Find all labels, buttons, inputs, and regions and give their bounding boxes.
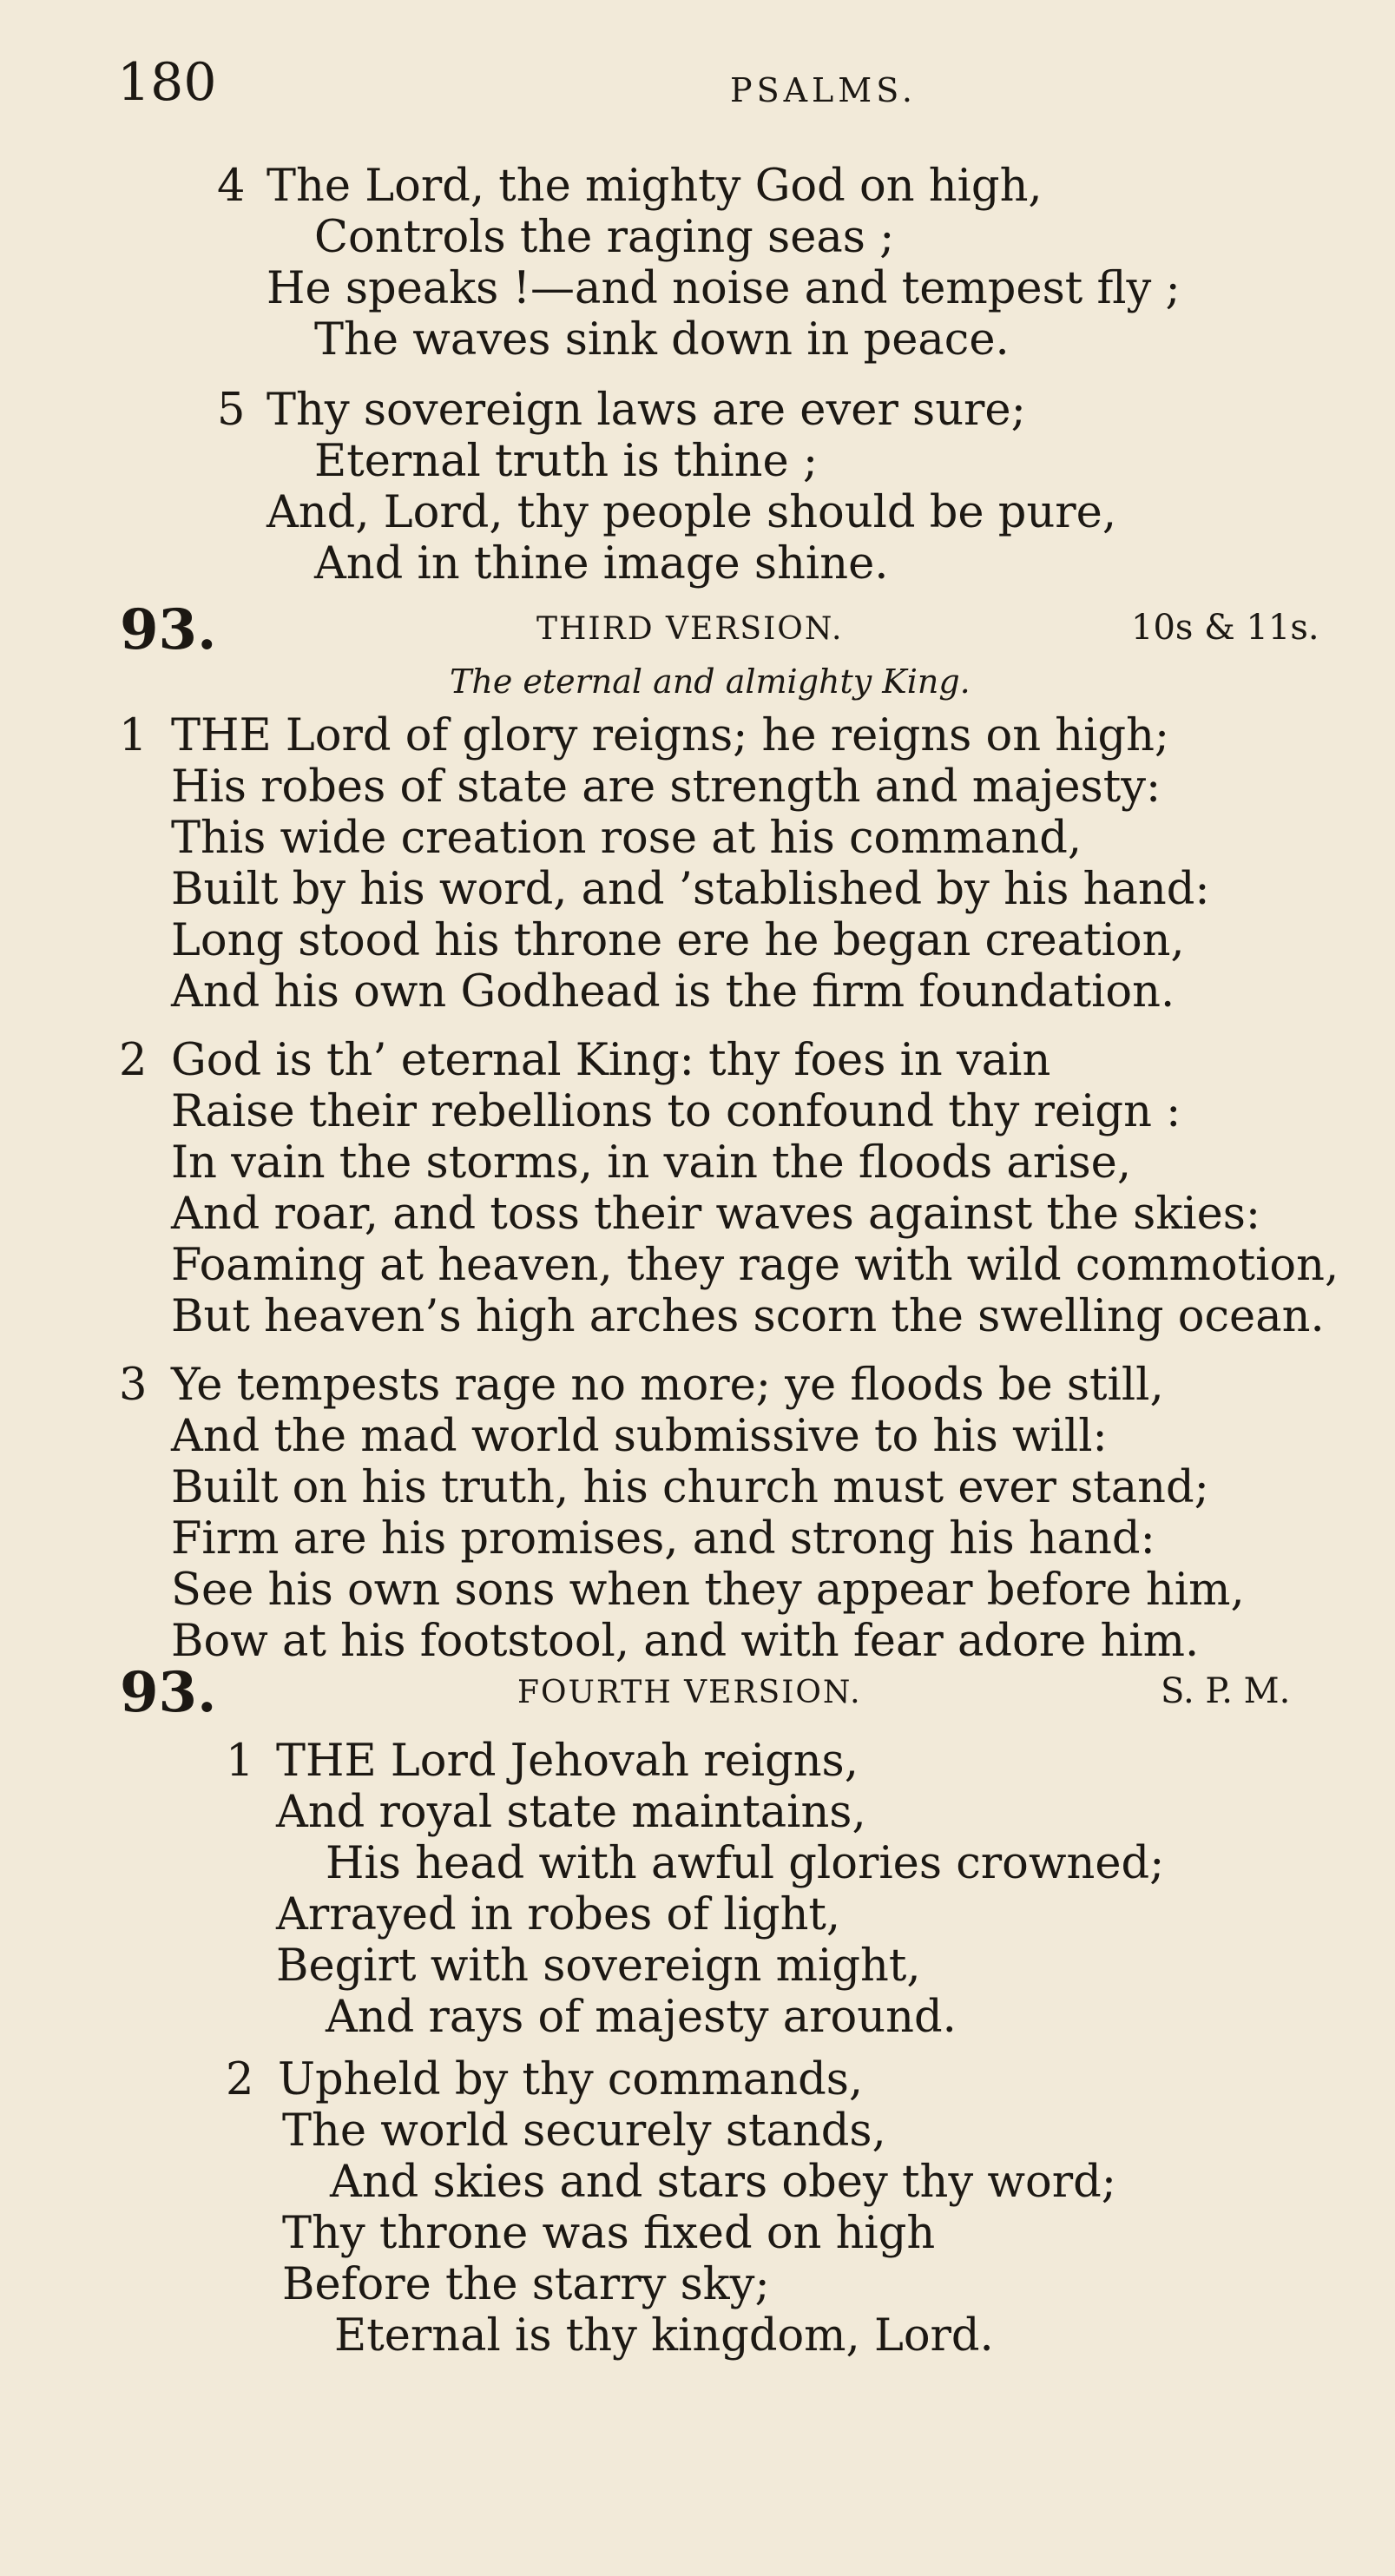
verse-line: Built by his word, and ’stablished by his hand:	[171, 864, 1210, 915]
verse-line: But heaven’s high arches scorn the swelling ocean.	[171, 1291, 1325, 1342]
verse-line: And in thine image shine.	[314, 538, 889, 590]
stanza-number: 1	[119, 710, 148, 761]
running-title: PSALMS.	[730, 71, 917, 109]
verse-line: His head with awful glories crowned;	[326, 1838, 1165, 1889]
verse-line: Firm are his promises, and strong his hand:	[171, 1513, 1155, 1565]
verse-line: The world securely stands,	[282, 2105, 886, 2157]
verse-line: Eternal is thy kingdom, Lord.	[334, 2310, 994, 2362]
hymn-number: 93.	[120, 1660, 217, 1725]
verse-line: THE Lord Jehovah reigns,	[276, 1736, 859, 1787]
verse-line: Before the starry sky;	[282, 2259, 770, 2310]
stanza-number: 1	[226, 1736, 254, 1787]
verse-line: Foaming at heaven, they rage with wild commotion,	[171, 1240, 1339, 1291]
verse-line: Controls the raging seas ;	[314, 212, 895, 263]
verse-line: God is th’ eternal King: thy foes in vain	[171, 1035, 1051, 1086]
verse-line: He speaks !—and noise and tempest fly ;	[266, 263, 1181, 314]
verse-line: This wide creation rose at his command,	[171, 813, 1082, 864]
verse-line: And, Lord, thy people should be pure,	[266, 487, 1117, 538]
stanza-number: 2	[119, 1035, 148, 1086]
verse-line: Built on his truth, his church must ever stand;	[171, 1462, 1209, 1513]
verse-line: Thy throne was fixed on high	[282, 2208, 936, 2259]
verse-line: Arrayed in robes of light,	[276, 1889, 841, 1940]
verse-line: And skies and stars obey thy word;	[330, 2157, 1116, 2208]
meter-label: S. P. M.	[1161, 1671, 1291, 1711]
stanza-number: 3	[119, 1360, 148, 1411]
verse-line: The Lord, the mighty God on high,	[266, 161, 1043, 212]
verse-line: See his own sons when they appear before him,	[171, 1565, 1245, 1616]
verse-line: Begirt with sovereign might,	[276, 1940, 921, 1992]
meter-label: 10s & 11s.	[1131, 608, 1319, 648]
verse-line: Long stood his throne ere he began creation,	[171, 915, 1185, 966]
verse-line: And the mad world submissive to his will:	[171, 1411, 1108, 1462]
verse-line: And his own Godhead is the firm foundation.	[171, 966, 1175, 1018]
stanza-number: 2	[226, 2054, 254, 2105]
stanza-number: 5	[217, 385, 246, 436]
stanza-number: 4	[217, 161, 246, 212]
verse-line: Upheld by thy commands,	[278, 2054, 864, 2105]
verse-line: Bow at his footstool, and with fear adore him.	[171, 1616, 1200, 1667]
verse-line: The waves sink down in peace.	[314, 314, 1010, 366]
page-number: 180	[117, 52, 217, 113]
verse-line: Eternal truth is thine ;	[314, 436, 819, 487]
hymn-subtitle: The eternal and almighty King.	[450, 662, 971, 701]
verse-line: In vain the storms, in vain the floods arise,	[171, 1137, 1132, 1189]
verse-line: THE Lord of glory reigns; he reigns on high;	[171, 710, 1170, 761]
verse-line: And roar, and toss their waves against the skies:	[171, 1189, 1261, 1240]
verse-line: His robes of state are strength and majesty:	[171, 761, 1161, 813]
version-label: FOURTH VERSION.	[517, 1675, 862, 1710]
version-label: THIRD VERSION.	[536, 611, 844, 647]
hymn-number: 93.	[120, 597, 217, 662]
verse-line: And royal state maintains,	[276, 1787, 866, 1838]
verse-line: And rays of majesty around.	[326, 1992, 957, 2043]
verse-line: Raise their rebellions to confound thy reign :	[171, 1086, 1181, 1137]
verse-line: Thy sovereign laws are ever sure;	[266, 385, 1026, 436]
verse-line: Ye tempests rage no more; ye floods be still,	[171, 1360, 1164, 1411]
